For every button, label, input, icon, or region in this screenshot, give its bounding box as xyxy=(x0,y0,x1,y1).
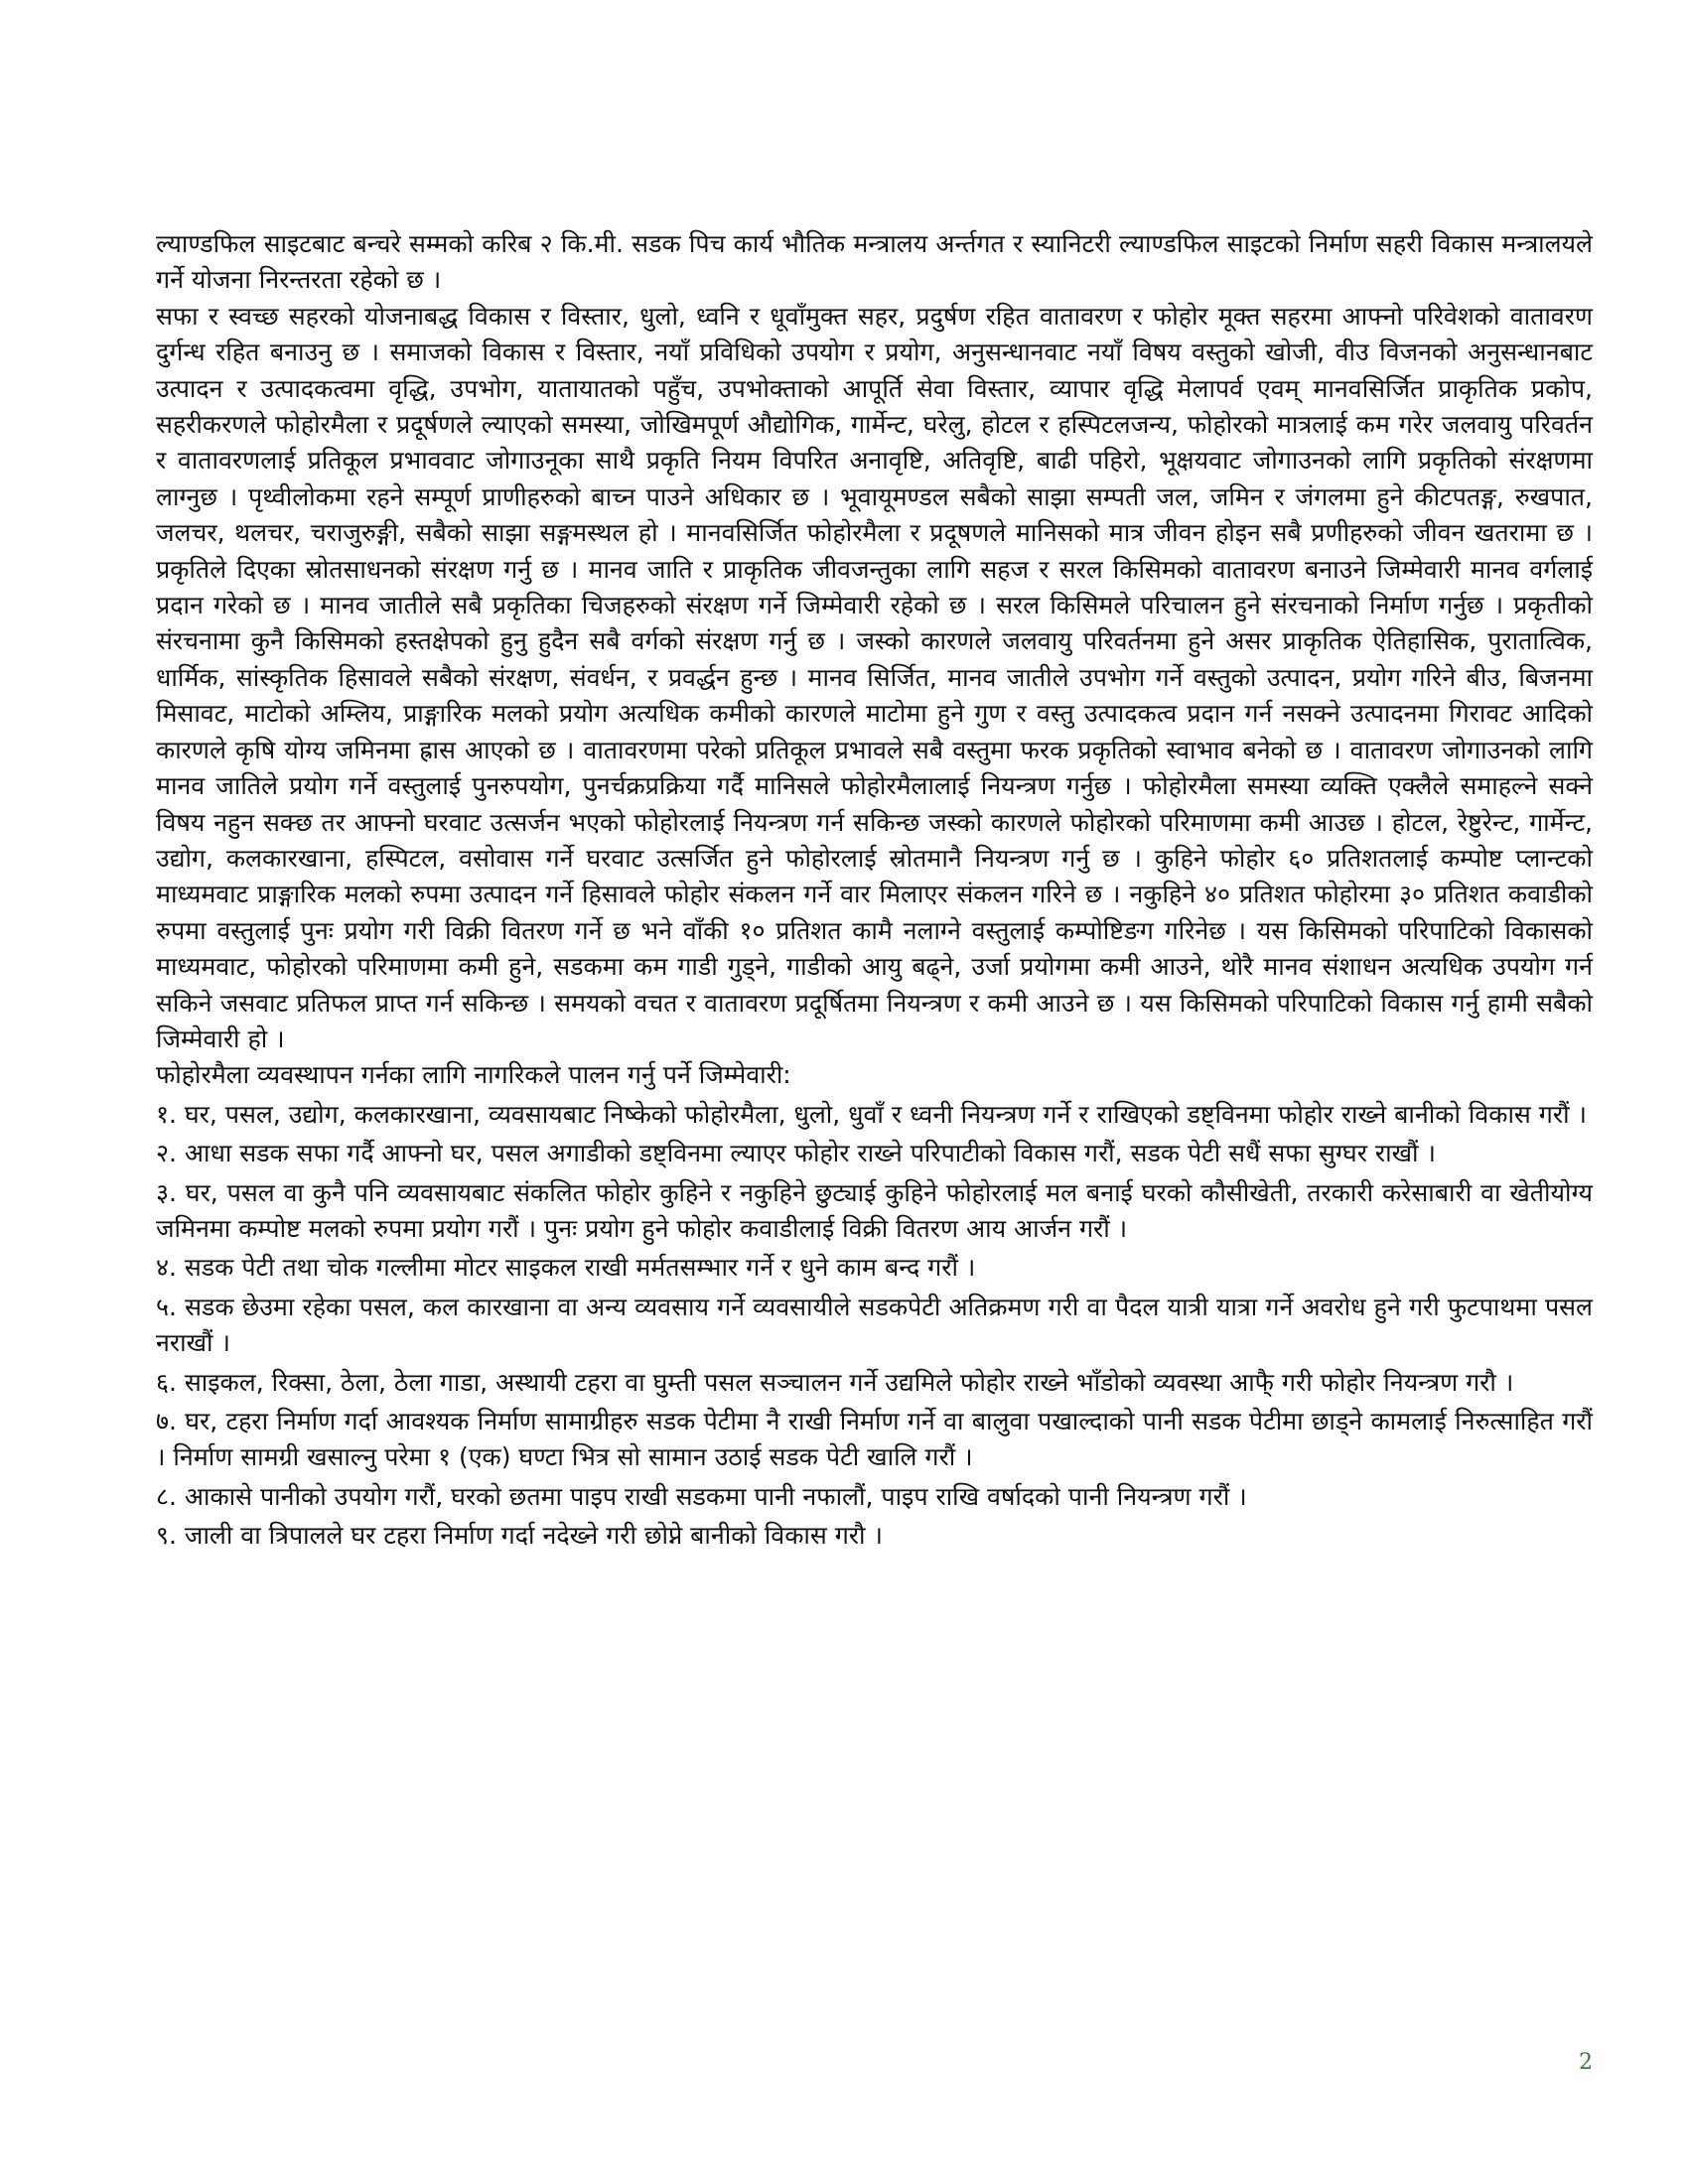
list-item: ९. जाली वा त्रिपालले घर टहरा निर्माण गर्दा नदेख्ने गरी छोप्ने बानीको विकास गरौ । xyxy=(156,1521,883,1551)
list-item: २. आधा सडक सफा गर्दै आफ्नो घर, पसल अगाडीको डष्ट्विनमा ल्याएर फोहोर राख्ने परिपाटीको विकास गरौं, सडक पेटी सधैं सफा सुग्घर राखौं । xyxy=(156,1139,1436,1168)
page-number: 2 xyxy=(1579,2050,1593,2075)
list-item: ३. घर, पसल वा कुनै पनि व्यवसायबाट संकलित फोहोर कुहिने र नकुहिने छुट्याई कुहिने फोहोरलाई मल बनाई घरको कौसीखेती, तरकारी करेसाबारी वा खेतीयोग्य जमिनमा कम्पोष्ट मलको रुपमा प्रयोग गरौं । पुनः प्रयोग हुने फोहोर कवाडीलाई विक्री वितरण आय आर्जन गरौं । xyxy=(156,1177,1593,1243)
list-heading: फोहोरमैला व्यवस्थापन गर्नका लागि नागरिकले पालन गर्नु पर्ने जिम्मेवारी: xyxy=(156,1060,791,1090)
document-body xyxy=(156,226,1593,1555)
paragraph-intro: ल्याण्डफिल साइटबाट बन्चरे सम्मको करिब २ कि.मी. सडक पिच कार्य भौतिक मन्त्रालय अर्न्तगत र स्यानिटरी ल्याण्डफिल साइटको निर्माण सहरी विकास मन्त्रालयले गर्ने योजना निरन्तरता रहेको छ । xyxy=(156,229,1593,295)
list-item: ७. घर, टहरा निर्माण गर्दा आवश्यक निर्माण सामाग्रीहरु सडक पेटीमा नै राखी निर्माण गर्ने वा बालुवा पखाल्दाको पानी सडक पेटीमा छाड्ने कामलाई निरुत्साहित गरौं । निर्माण सामग्री खसाल्नु परेमा १ (एक) घण्टा भित्र सो सामान उठाई सडक पेटी खालि गरौं । xyxy=(156,1407,1593,1472)
list-item: १. घर, पसल, उद्योग, कलकारखाना, व्यवसायबाट निष्केको फोहोरमैला, धुलो, धुवाँ र ध्वनी नियन्त्रण गर्ने र राखिएको डष्ट्विनमा फोहोर राख्ने बानीको विकास गरौं । xyxy=(156,1099,1587,1129)
list-item: ४. सडक पेटी तथा चोक गल्लीमा मोटर साइकल राखी मर्मतसम्भार गर्ने र धुने काम बन्द गरौं । xyxy=(156,1253,976,1283)
list-item: ५. सडक छेउमा रहेका पसल, कल कारखाना वा अन्य व्यवसाय गर्ने व्यवसायीले सडकपेटी अतिक्रमण गरी वा पैदल यात्री यात्रा गर्ने अवरोध हुने गरी फुटपाथमा पसल नराखौं । xyxy=(156,1292,1593,1358)
paragraph-main: सफा र स्वच्छ सहरको योजनाबद्ध विकास र विस्तार, धुलो, ध्वनि र धूवाँमुक्त सहर, प्रदुर्षण रहित वातावरण र फोहोर मूक्त सहरमा आफ्नो परिवेशको वातावरण दुर्गन्ध रहित बनाउनु छ । समाजको विकास र विस्तार, नयाँ प्रविधिको उपयोग र प्रयोग, अनुसन्धानवाट नयाँ विषय वस्तुको खोजी, वीउ विजनको अनुसन्धानबाट उत्पादन र उत्पादकत्वमा वृद्धि, उपभोग, यातायातको पहुँच, उपभोक्ताको आपूर्ति सेवा विस्तार, व्यापार वृद्धि मेलापर्व एवम् मानवसिर्जित प्राकृतिक प्रकोप, सहरीकरणले फोहोरमैला र प्रदूर्षणले ल्याएको समस्या, जोखिमपूर्ण औद्योगिक, गार्मेन्ट, घरेलु, होटल र हस्पिटलजन्य, फोहोरको मात्रलाई कम गरेर जलवायु परिवर्तन र वातावरणलाई प्रतिकूल प्रभाववाट जोगाउनूका साथै प्रकृति नियम विपरित अनावृष्टि, अतिवृष्टि, बाढी पहिरो, भूक्षयवाट जोगाउनको लागि प्रकृतिको संरक्षणमा लाग्नुछ । पृथ्वीलोकमा रहने सम्पूर्ण प्राणीहरुको बाच्न पाउने अधिकार छ । भूवायूमण्डल सबैको साझा सम्पती जल, जमिन र जंगलमा हुने कीटपतङ्ग, रुखपात, जलचर, थलचर, चराजुरुङ्गी, सबैको साझा सङ्गमस्थल हो । मानवसिर्जित फोहोरमैला र प्रदूषणले मानिसको मात्र जीवन होइन सबै प्रणीहरुको जीवन खतरामा छ । प्रकृतिले दिएका स्रोतसाधनको संरक्षण गर्नु छ । मानव जाति र प्राकृतिक जीवजन्तुका लागि सहज र सरल किसिमको वातावरण बनाउने जिम्मेवारी मानव वर्गलाई प्रदान गरेको छ । मानव जातीले सबै प्रकृतिका चिजहरुको संरक्षण गर्ने जिम्मेवारी रहेको छ । सरल किसिमले परिचालन हुने संरचनाको निर्माण गर्नुछ । प्रकृतीको संरचनामा कुनै किसिमको हस्तक्षेपको हुनु हुदैन सबै वर्गको संरक्षण गर्नु छ । जस्को कारणले जलवायु परिवर्तनमा हुने असर प्राकृतिक ऐतिहासिक, पुरातात्विक, धार्मिक, सांस्कृतिक हिसावले सबैको संरक्षण, संवर्धन, र प्रवर्द्धन हुन्छ । मानव सिर्जित, मानव जातीले उपभोग गर्ने वस्तुको उत्पादन, प्रयोग गरिने बीउ, बिजनमा मिसावट, माटोको अम्लिय, प्राङ्गारिक मलको प्रयोग अत्यधिक कमीको कारणले माटोमा हुने गुण र वस्तु उत्पादकत्व प्रदान गर्न नसक्ने उत्पादनमा गिरावट आदिको कारणले कृषि योग्य जमिनमा ह्रास आएको छ । वातावरणमा परेको प्रतिकूल प्रभावले सबै वस्तुमा फरक प्रकृतिको स्वाभाव बनेको छ । वातावरण जोगाउनको लागि मानव जातिले प्रयोग गर्ने वस्तुलाई पुनरुपयोग, पुनर्चक्रप्रक्रिया गर्दै मानिसले फोहोरमैलालाई नियन्त्रण गर्नुछ । फोहोरमैला समस्या व्यक्ति एक्लैले समाहल्ने सक्ने विषय नहुन सक्छ तर आफ्नो घरवाट उत्सर्जन भएको फोहोरलाई नियन्त्रण गर्न सकिन्छ जस्को कारणले फोहोरको परिमाणमा कमी आउछ । होटल, रेष्टुरेन्ट, गार्मेन्ट, उद्योग, कलकारखाना, हस्पिटल, वसोवास गर्ने घरवाट उत्सर्जित हुने फोहोरलाई स्रोतमानै नियन्त्रण गर्नु छ । कुहिने फोहोर ६० प्रतिशतलाई कम्पोष्ट प्लान्टको माध्यमवाट प्राङ्गारिक मलको रुपमा उत्पादन गर्ने हिसावले फोहोर संकलन गर्ने वार मिलाएर संकलन गरिने छ । नकुहिने ४० प्रतिशत फोहोरमा ३० प्रतिशत कवाडीको रुपमा वस्तुलाई पुनः प्रयोग गरी विक्री वितरण गर्ने छ भने वाँकी १० प्रतिशत कामै नलाग्ने वस्तुलाई कम्पोष्टिङग गरिनेछ । यस किसिमको परिपाटिको विकासको माध्यमवाट, फोहोरको परिमाणमा कमी हुने, सडकमा कम गाडी गुड्ने, गाडीको आयु बढ्ने, उर्जा प्रयोगमा कमी आउने, थोरै मानव संशाधन अत्यधिक उपयोग गर्न सकिने जसवाट प्रतिफल प्राप्त गर्न सकिन्छ । समयको वचत र वातावरण प्रदूर्षितमा नियन्त्रण र कमी आउने छ । यस किसिमको परिपाटिको विकास गर्नु हामी सबैको जिम्मेवारी हो । xyxy=(156,301,1593,1053)
list-item: ८. आकासे पानीको उपयोग गरौं, घरको छतमा पाइप राखी सडकमा पानी नफालौं, पाइप राखि वर्षादको पानी नियन्त्रण गरौं । xyxy=(156,1481,1247,1511)
list-item: ६. साइकल, रिक्सा, ठेला, ठेला गाडा, अस्थायी टहरा वा घुम्ती पसल सञ्चालन गर्ने उद्यमिले फोहोर राख्ने भाँडोको व्यवस्था आफै् गरी फोहोर नियन्त्रण गरौ । xyxy=(156,1367,1514,1397)
responsibility-list xyxy=(156,1097,1593,1555)
